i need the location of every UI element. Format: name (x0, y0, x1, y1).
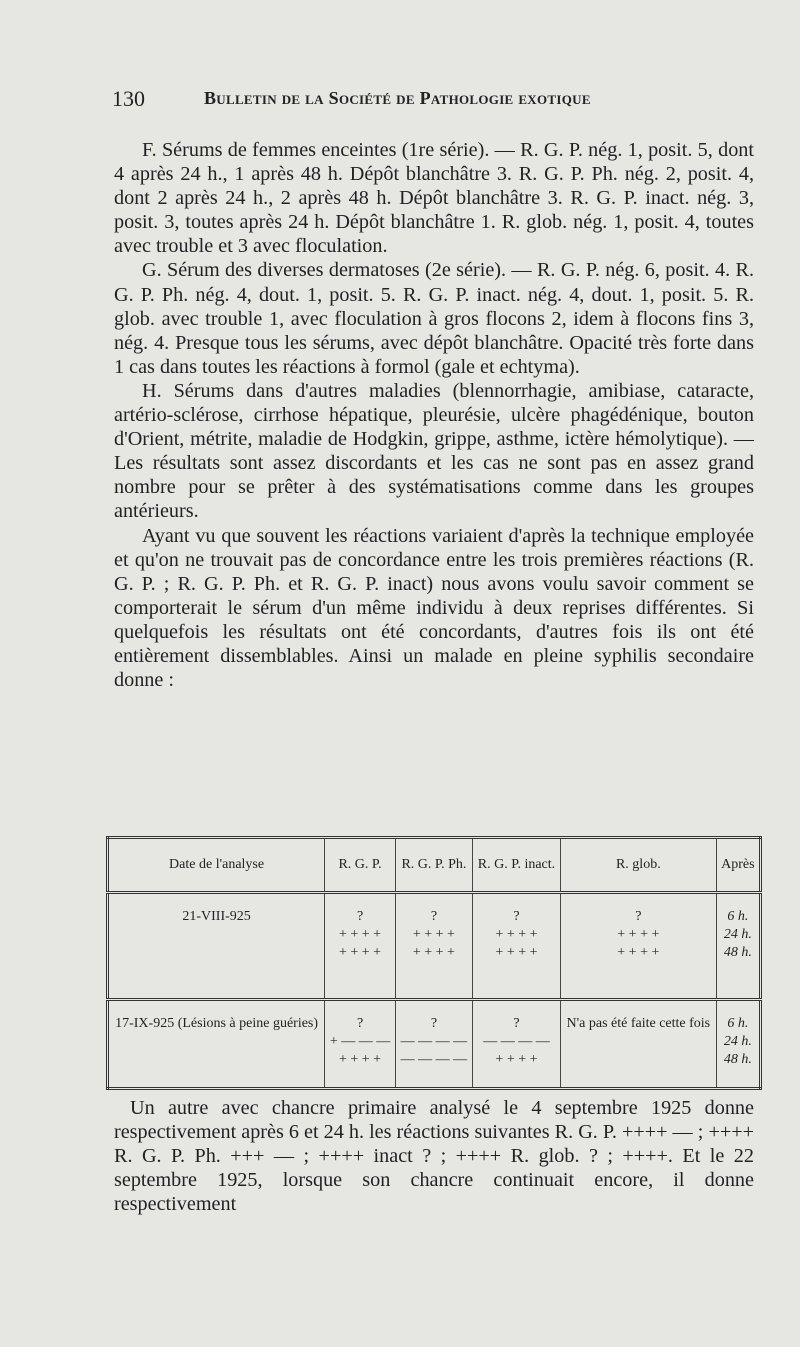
column-header: Après (716, 838, 760, 893)
date-cell: 17-IX-925 (Lésions à peine guéries) (108, 1000, 325, 1089)
page-number: 130 (112, 86, 145, 111)
rgp-cell: ? + + + + + + + + (325, 893, 396, 1000)
results-table (106, 836, 762, 1090)
column-header: R. G. P. inact. (472, 838, 560, 893)
apres-cell: 6 h. 24 h. 48 h. (723, 1016, 752, 1067)
column-header: R. glob. (561, 838, 717, 893)
paragraph-intro-table: Ayant vu que souvent les réactions variaient d'après la technique employée et qu'on ne trouvait pas de concordance entre les trois premières réactions (R. G. P. ; R. G. P. Ph. et R. G. P. inact) nous avons voulu savoir comment se comporterait le sérum d'un même individu à deux reprises différentes. Si quelquefois les résultats ont été concordants, d'autres fois ils ont été entièrement dissemblables. Ainsi un malade en pleine syphilis secondaire donne : (114, 524, 754, 692)
rgpinact-cell: ? + + + + + + + + (472, 893, 560, 1000)
rgpph-cell: ? + + + + + + + + (395, 893, 472, 1000)
rgp-cell: ? + — — — + + + + (325, 1000, 396, 1089)
column-header: Date de l'analyse (108, 838, 325, 893)
date-cell: 21-VIII-925 (108, 893, 325, 1000)
table-header-row (108, 838, 761, 893)
column-header: R. G. P. (325, 838, 396, 893)
paragraph-f: F. Sérums de femmes enceintes (1re série). — R. G. P. nég. 1, posit. 5, dont 4 après 24 h., 1 après 48 h. Dépôt blanchâtre 3. R. G. P. Ph. nég. 2, posit. 4, dont 2 après 24 h., 2 après 48 h. Dépôt blanchâtre 3. R. G. P. inact. nég. 3, posit. 3, toutes après 24 h. Dépôt blanchâtre 1. R. glob. nég. 1, posit. 4, toutes avec trouble et 3 avec floculation. (114, 139, 754, 258)
paragraph-h: H. Sérums dans d'autres maladies (blennorrhagie, amibiase, cataracte, artério-sclérose, cirrhose hépatique, pleurésie, ulcère phagédénique, bouton d'Orient, métrite, maladie de Hodgkin, grippe, asthme, ictère hémolytique). — Les résultats sont assez discordants et les cas ne sont pas en assez grand nombre pour se prêter à des systématisations comme dans les groupes antérieurs. (114, 379, 754, 523)
rgpinact-cell: ? — — — — + + + + (472, 1000, 560, 1089)
continuation-text (114, 1096, 754, 1216)
body-text (114, 138, 754, 692)
paragraph-g: G. Sérum des diverses dermatoses (2e série). — R. G. P. nég. 6, posit. 4. R. G. P. Ph. nég. 4, dout. 1, posit. 5. R. G. P. inact. nég. 4, dout. 1, posit. 5. R. glob. avec trouble 1, avec floculation à gros flocons 2, idem à flocons fins 3, nég. 4. Presque tous les sérums, avec dépôt blanchâtre. Opacité très forte dans 1 cas dans toutes les réactions à formol (gale et echtyma). (114, 259, 754, 378)
rglob-cell: N'a pas été faite cette fois (561, 1000, 717, 1089)
column-header: R. G. P. Ph. (395, 838, 472, 893)
table-row (108, 893, 761, 1000)
table-row (108, 1000, 761, 1089)
rgpph-cell: ? — — — — — — — — (395, 1000, 472, 1089)
rglob-cell: ? + + + + + + + + (561, 893, 717, 1000)
apres-cell: 6 h. 24 h. 48 h. (716, 893, 760, 1000)
paragraph-footer: Un autre avec chancre primaire analysé le 4 septembre 1925 donne respectivement après 6 et 24 h. les réactions suivantes R. G. P. ++++ — ; ++++ R. G. P. Ph. +++ — ; ++++ inact ? ; ++++ R. glob. ? ; ++++. Et le 22 septembre 1925, lorsque son chancre continuait encore, il donne respectivement (114, 1097, 754, 1216)
journal-title: Bulletin de la Société de Pathologie exotique (204, 88, 591, 108)
